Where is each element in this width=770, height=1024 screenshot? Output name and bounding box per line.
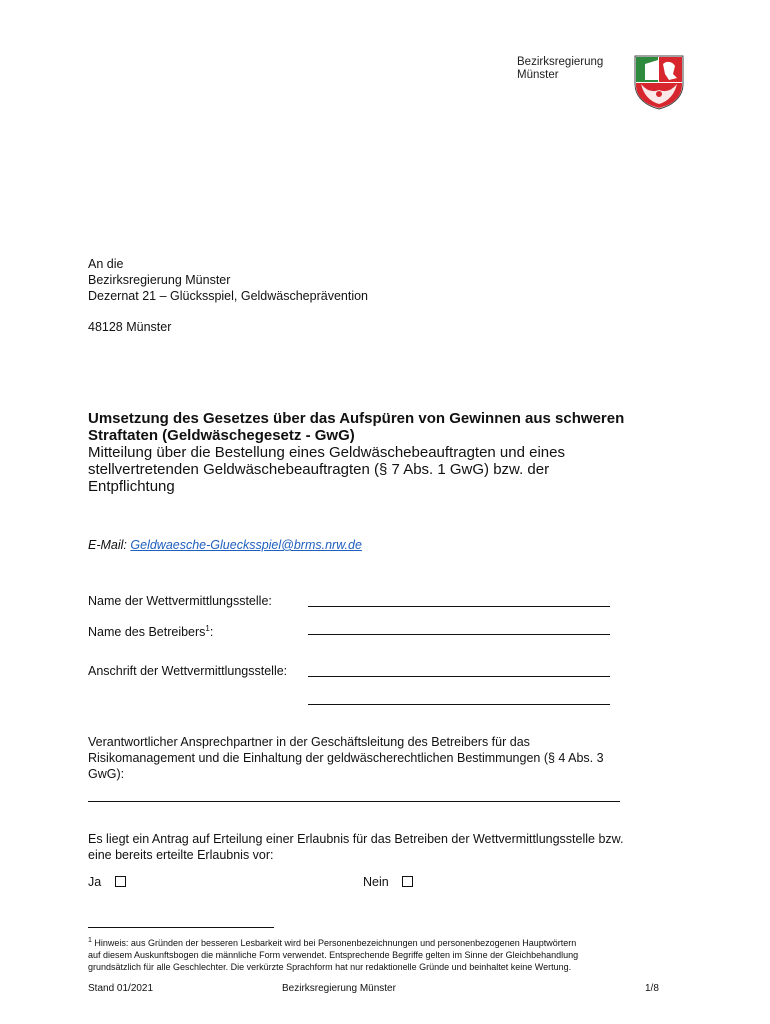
contact-line: Verantwortlicher Ansprechpartner in der Geschäftsleitung des Betreibers für das [88, 735, 530, 749]
footnote-number: 1 [88, 937, 92, 944]
contact-line: Risikomanagement und die Einhaltung der geldwäscherechtlichen Bestimmungen (§ 4 Abs. 3 [88, 751, 604, 765]
email-row [88, 537, 362, 553]
footnote-line: auf diesem Auskunftsbogen die männliche Form verwendet. Entsprechende Begriffe gelten im Sinne der Gleichbehandlung [88, 950, 579, 960]
operator-colon: : [209, 625, 214, 640]
permit-line: eine bereits erteilte Erlaubnis vor: [88, 848, 274, 862]
email-link[interactable]: Geldwaesche-Gluecksspiel@brms.nrw.de [130, 538, 362, 552]
permit-question [88, 831, 708, 863]
email-label: E-Mail: [88, 538, 127, 552]
authority-logo-text [517, 56, 603, 82]
address-line: Bezirksregierung Münster [88, 273, 231, 287]
title-line: Mitteilung über die Bestellung eines Geldwäschebeauftragten und eines [88, 444, 565, 461]
contact-input-line[interactable] [88, 801, 620, 802]
footnote-line: grundsätzlich für alle Geschlechter. Die verkürzte Sprachform hat nur redaktionelle Gründe und beinhaltet keine Wertung. [88, 962, 572, 972]
footnote-separator [88, 927, 274, 928]
footnote [88, 935, 688, 973]
footer-page-number: 1/8 [645, 983, 659, 994]
no-checkbox[interactable] [402, 876, 413, 887]
authority-name-line2: Münster [517, 69, 559, 81]
name-label: Name der Wettvermittlungsstelle: [88, 594, 272, 608]
no-label: Nein [363, 875, 389, 889]
title-bold-line: Straftaten (Geldwäschegesetz - GwG) [88, 427, 355, 444]
address-input-line-1[interactable] [308, 676, 610, 677]
yes-label: Ja [88, 875, 102, 889]
yes-option[interactable] [88, 874, 126, 890]
title-line: stellvertretenden Geldwäschebeauftragten (§ 7 Abs. 1 GwG) bzw. der [88, 461, 550, 478]
no-option[interactable] [363, 874, 413, 890]
footer-authority: Bezirksregierung Münster [282, 983, 396, 994]
contact-line: GwG): [88, 767, 125, 781]
contact-description [88, 734, 688, 782]
address-input-line-2[interactable] [308, 704, 610, 705]
operator-label-row [88, 621, 213, 640]
address-line: Dezernat 21 – Glücksspiel, Geldwäscheprävention [88, 289, 369, 303]
yes-checkbox[interactable] [115, 876, 126, 887]
document-title [88, 410, 688, 495]
operator-label: Name des Betreibers [88, 625, 206, 640]
address-line: An die [88, 257, 124, 271]
permit-line: Es liegt ein Antrag auf Erteilung einer Erlaubnis für das Betreiben der Wettvermittlungsstelle bzw. [88, 832, 624, 846]
footer-version: Stand 01/2021 [88, 983, 154, 994]
title-bold-line: Umsetzung des Gesetzes über das Aufspüren von Gewinnen aus schweren [88, 410, 625, 427]
operator-input-line[interactable] [308, 634, 610, 635]
recipient-address [88, 256, 368, 335]
address-postal: 48128 Münster [88, 320, 172, 334]
footnote-ref: 1 [205, 624, 210, 633]
authority-name-line1: Bezirksregierung [517, 56, 604, 68]
address-field-label: Anschrift der Wettvermittlungsstelle: [88, 664, 288, 678]
title-line: Entpflichtung [88, 478, 175, 495]
name-input-line[interactable] [308, 606, 610, 607]
footnote-line: Hinweis: aus Gründen der besseren Lesbarkeit wird bei Personenbezeichnungen und personenbezogenen Hauptwörtern [94, 938, 577, 948]
coat-of-arms-icon [633, 54, 685, 110]
